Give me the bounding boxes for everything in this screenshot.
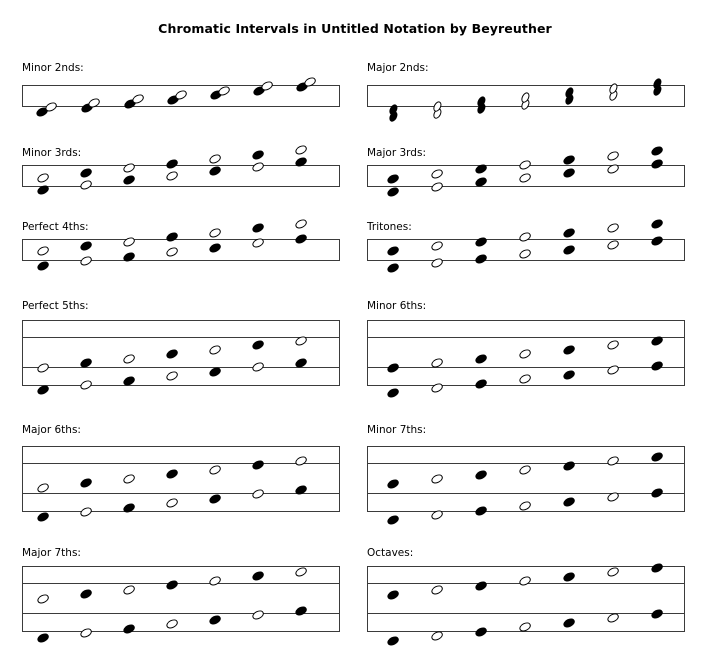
notehead-white (518, 500, 532, 512)
staff-line-major-6ths-0 (22, 463, 340, 464)
notehead-black (388, 103, 400, 116)
notehead-black (562, 369, 576, 381)
notehead-black (562, 571, 576, 583)
notehead-white (606, 491, 620, 503)
notehead-black (165, 348, 179, 360)
staff-line-major-7ths-0 (22, 583, 340, 584)
notehead-black (562, 496, 576, 508)
notehead-white (430, 509, 444, 521)
notehead-white (606, 339, 620, 351)
notehead-white (208, 575, 222, 587)
notehead-white (430, 168, 444, 180)
notehead-black (652, 77, 664, 90)
notehead-white (430, 473, 444, 485)
notehead-white (165, 618, 179, 630)
notehead-black (474, 378, 488, 390)
notehead-white (432, 100, 444, 113)
notehead-black (251, 459, 265, 471)
staff-box-perfect-4ths (22, 239, 340, 261)
notehead-black (79, 477, 93, 489)
staff-label-minor-6ths: Minor 6ths: (367, 300, 427, 312)
staff-label-major-7ths: Major 7ths: (22, 547, 81, 559)
notehead-white (165, 170, 179, 182)
staff-label-minor-2nds: Minor 2nds: (22, 62, 84, 74)
notehead-white (36, 593, 50, 605)
staff-box-minor-6ths (367, 320, 685, 386)
notehead-black (122, 623, 136, 635)
notehead-black (294, 605, 308, 617)
notehead-black (474, 163, 488, 175)
notehead-black (562, 617, 576, 629)
staff-line-minor-7ths-0 (367, 463, 685, 464)
staff-box-minor-2nds (22, 85, 340, 107)
notehead-black (251, 339, 265, 351)
notehead-black (36, 384, 50, 396)
notehead-black (474, 505, 488, 517)
notehead-black (650, 608, 664, 620)
notehead-black (35, 106, 49, 118)
notehead-black (650, 487, 664, 499)
staff-box-major-6ths (22, 446, 340, 512)
notehead-white (36, 482, 50, 494)
notehead-white (518, 464, 532, 476)
notehead-black (388, 110, 400, 123)
notehead-white (165, 370, 179, 382)
notehead-black (562, 344, 576, 356)
staff-box-major-3rds (367, 165, 685, 187)
notehead-white (208, 344, 222, 356)
staff-line-minor-6ths-1 (367, 367, 685, 368)
notehead-white (606, 239, 620, 251)
staff-label-perfect-5ths: Perfect 5ths: (22, 300, 89, 312)
notehead-white (606, 455, 620, 467)
notehead-black (474, 176, 488, 188)
notehead-white (122, 162, 136, 174)
staff-box-octaves (367, 566, 685, 632)
notehead-white (79, 179, 93, 191)
staff-label-tritones: Tritones: (367, 221, 412, 233)
notehead-white (606, 364, 620, 376)
staff-label-perfect-4ths: Perfect 4ths: (22, 221, 89, 233)
notehead-white (606, 566, 620, 578)
notehead-black (476, 95, 488, 108)
notehead-white (165, 246, 179, 258)
notehead-white (520, 91, 532, 104)
notehead-white (174, 89, 188, 101)
notehead-white (606, 222, 620, 234)
notehead-black (36, 184, 50, 196)
notehead-black (474, 253, 488, 265)
staff-label-minor-3rds: Minor 3rds: (22, 147, 82, 159)
notehead-black (386, 514, 400, 526)
notehead-black (79, 357, 93, 369)
staff-label-major-3rds: Major 3rds: (367, 147, 426, 159)
notehead-white (208, 227, 222, 239)
notehead-white (430, 584, 444, 596)
staff-line-major-6ths-1 (22, 493, 340, 494)
notehead-white (520, 98, 532, 111)
notehead-black (386, 478, 400, 490)
notehead-black (562, 154, 576, 166)
notehead-black (650, 360, 664, 372)
notehead-white (430, 357, 444, 369)
notehead-black (562, 227, 576, 239)
notehead-black (208, 165, 222, 177)
notehead-black (208, 493, 222, 505)
notehead-black (252, 85, 266, 97)
notehead-black (476, 102, 488, 115)
notehead-black (208, 614, 222, 626)
notehead-white (518, 172, 532, 184)
notehead-black (650, 562, 664, 574)
notehead-white (432, 107, 444, 120)
staff-line-major-7ths-1 (22, 613, 340, 614)
staff-box-major-2nds (367, 85, 685, 107)
notehead-black (295, 81, 309, 93)
notehead-white (518, 248, 532, 260)
notehead-black (386, 262, 400, 274)
notehead-black (474, 353, 488, 365)
notehead-black (165, 579, 179, 591)
notehead-black (650, 451, 664, 463)
notehead-black (165, 158, 179, 170)
notehead-black (251, 222, 265, 234)
notehead-white (518, 373, 532, 385)
notehead-white (165, 497, 179, 509)
notehead-white (251, 161, 265, 173)
staff-label-major-6ths: Major 6ths: (22, 424, 81, 436)
notehead-black (386, 635, 400, 647)
notehead-white (36, 245, 50, 257)
notehead-white (606, 612, 620, 624)
notehead-white (294, 335, 308, 347)
notehead-black (122, 502, 136, 514)
notehead-black (165, 231, 179, 243)
notehead-black (386, 186, 400, 198)
notehead-white (260, 80, 274, 92)
staff-box-major-7ths (22, 566, 340, 632)
notehead-black (562, 167, 576, 179)
notehead-white (122, 584, 136, 596)
notehead-black (294, 357, 308, 369)
notehead-black (294, 156, 308, 168)
notehead-white (122, 236, 136, 248)
notehead-black (251, 570, 265, 582)
notehead-black (294, 484, 308, 496)
notehead-white (518, 575, 532, 587)
notehead-black (165, 468, 179, 480)
notehead-white (251, 488, 265, 500)
notehead-white (430, 257, 444, 269)
notehead-black (650, 158, 664, 170)
notehead-black (208, 242, 222, 254)
staff-box-minor-7ths (367, 446, 685, 512)
notehead-black (386, 173, 400, 185)
notehead-black (166, 94, 180, 106)
notehead-black (79, 588, 93, 600)
notehead-white (87, 97, 101, 109)
notehead-white (303, 76, 317, 88)
notehead-black (652, 84, 664, 97)
staff-line-octaves-0 (367, 583, 685, 584)
staff-label-octaves: Octaves: (367, 547, 414, 559)
notehead-black (474, 580, 488, 592)
notehead-white (122, 353, 136, 365)
notehead-white (36, 362, 50, 374)
notehead-black (122, 375, 136, 387)
notehead-white (251, 237, 265, 249)
notehead-black (294, 233, 308, 245)
staff-label-minor-7ths: Minor 7ths: (367, 424, 427, 436)
notehead-black (208, 366, 222, 378)
notehead-white (208, 153, 222, 165)
notehead-white (430, 630, 444, 642)
notehead-white (518, 159, 532, 171)
notehead-white (518, 231, 532, 243)
notehead-white (294, 218, 308, 230)
notehead-black (36, 632, 50, 644)
staff-box-minor-3rds (22, 165, 340, 187)
notehead-white (518, 348, 532, 360)
notehead-black (122, 174, 136, 186)
notehead-white (131, 93, 145, 105)
notehead-black (79, 167, 93, 179)
notehead-black (79, 240, 93, 252)
notehead-white (608, 89, 620, 102)
notehead-black (386, 589, 400, 601)
notehead-white (518, 621, 532, 633)
notehead-white (606, 163, 620, 175)
notehead-white (122, 473, 136, 485)
notehead-white (217, 85, 231, 97)
notehead-black (564, 86, 576, 99)
notehead-black (386, 387, 400, 399)
notehead-white (608, 82, 620, 95)
notehead-black (474, 469, 488, 481)
notehead-white (79, 255, 93, 267)
notehead-black (123, 98, 137, 110)
notehead-white (44, 101, 58, 113)
notehead-white (79, 627, 93, 639)
notehead-black (80, 102, 94, 114)
notehead-white (79, 506, 93, 518)
notehead-white (79, 379, 93, 391)
notehead-white (606, 150, 620, 162)
notehead-white (251, 609, 265, 621)
notehead-white (294, 455, 308, 467)
notehead-black (650, 335, 664, 347)
notehead-white (430, 240, 444, 252)
notehead-white (208, 464, 222, 476)
notehead-white (36, 172, 50, 184)
notehead-black (650, 235, 664, 247)
notehead-black (650, 218, 664, 230)
notehead-black (474, 236, 488, 248)
staff-label-major-2nds: Major 2nds: (367, 62, 429, 74)
notehead-white (430, 181, 444, 193)
page-title: Chromatic Intervals in Untitled Notation by Beyreuther (158, 21, 552, 36)
notehead-black (564, 93, 576, 106)
notehead-black (562, 244, 576, 256)
notehead-black (386, 245, 400, 257)
notehead-black (386, 362, 400, 374)
notehead-black (650, 145, 664, 157)
staff-line-perfect-5ths-0 (22, 337, 340, 338)
staff-box-tritones (367, 239, 685, 261)
notehead-white (430, 382, 444, 394)
notehead-black (36, 260, 50, 272)
staff-line-minor-6ths-0 (367, 337, 685, 338)
notehead-white (294, 144, 308, 156)
notehead-black (209, 89, 223, 101)
notehead-black (251, 149, 265, 161)
staff-line-minor-7ths-1 (367, 493, 685, 494)
notehead-white (294, 566, 308, 578)
staff-line-octaves-1 (367, 613, 685, 614)
staff-line-perfect-5ths-1 (22, 367, 340, 368)
notehead-white (251, 361, 265, 373)
notehead-black (36, 511, 50, 523)
notehead-black (122, 251, 136, 263)
notehead-black (562, 460, 576, 472)
staff-box-perfect-5ths (22, 320, 340, 386)
notehead-black (474, 626, 488, 638)
